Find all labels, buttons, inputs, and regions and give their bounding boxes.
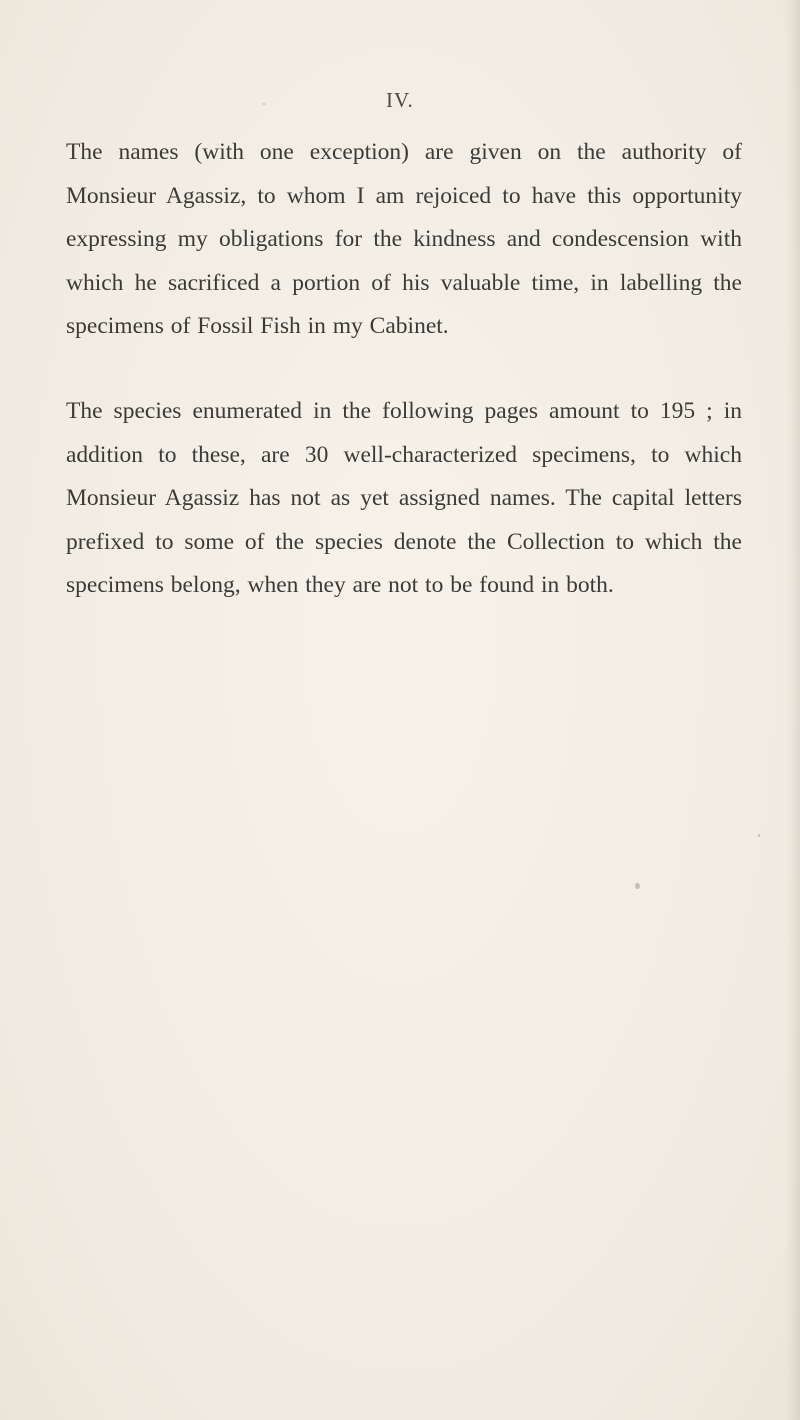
paragraph-text: The species enumerated in the following pages amount to 195 ; in addition to these, are 30 well-characterized specimens, to which Monsieur Agassiz has not as yet assigned names. The capital letters prefixed to some of the species denote the Collection to which the specimens belong, when they are not to be found in both.: [66, 398, 742, 598]
paragraph-text: The names (with one exception) are given on the authority of Monsieur Agassiz, to whom I am rejoiced to have this opportunity expressing my obligations for the kindness and condescension with which he sacrificed a portion of his valuable time, in labelling the specimens of Fossil Fish in my Cabinet.: [66, 139, 742, 339]
paper-speck: [263, 103, 265, 105]
paragraph-authority-note: [66, 131, 742, 349]
paper-speck: [758, 834, 760, 837]
page-edge-shadow: [786, 0, 800, 1420]
paper-speck: [635, 883, 640, 889]
page-number: IV.: [386, 88, 414, 112]
paragraph-species-count: [66, 390, 742, 608]
